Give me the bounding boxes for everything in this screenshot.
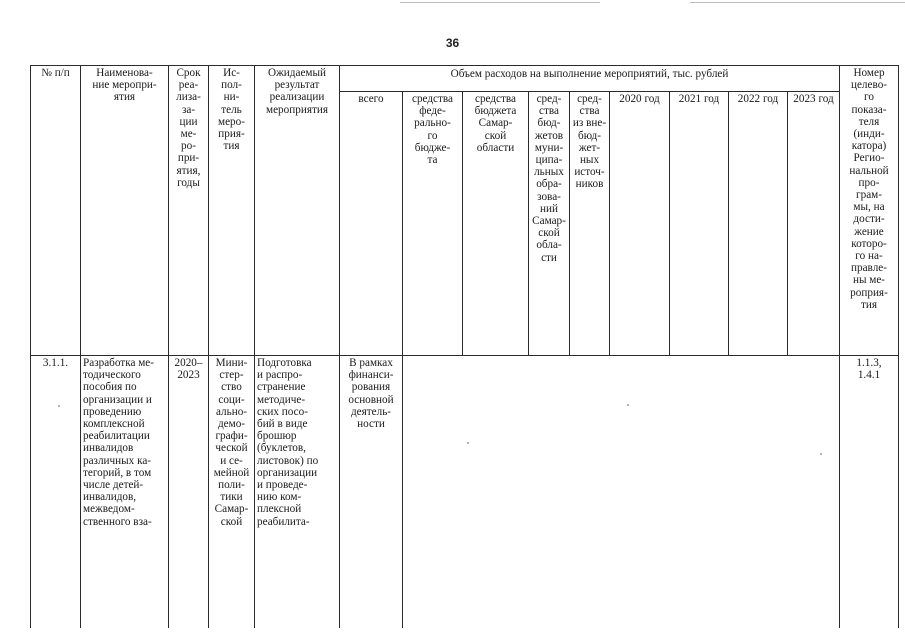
scan-artifact-line [400,2,600,3]
row-num: 3.1.1. [31,356,81,629]
header-total: всего [340,92,403,356]
header-num: № п/п [31,66,81,356]
header-expected-result: Ожидаемый результат реализации мероприятия [255,66,340,356]
header-term: Срок реа- лиза- за- ции ме- ро- при- ятия, годы [169,66,209,356]
header-row-top [31,66,899,92]
header-indicator-number: Номер целево- го показа- теля (инди- катора) Регио- нальной про- грам- мы, на дости- жение которо- го на- правле- ны ме- роприя- тия [840,66,899,356]
header-expenses-group: Объем расходов на выполнение мероприятий, тыс. рублей [340,66,840,92]
header-regional-budget: средства бюджета Самар- ской области [463,92,529,356]
page-number: 36 [445,36,460,50]
header-extrabudgetary: сред- ства из вне- бюд- жет- ных источ- ников [570,92,610,356]
scan-artifact-line [690,2,905,3]
table-row [31,356,899,629]
header-activity-name: Наименова- ние меропри- ятия [81,66,169,356]
row-term: 2020– 2023 [169,356,209,629]
header-executor: Ис- пол- ни- тель меро- прия- тия [209,66,255,356]
header-federal-budget: средства феде- рально- го бюдже- та [403,92,463,356]
row-financing: В рамках финанси- рования основной деятель- ности [340,356,403,629]
header-year-2021: 2021 год [670,92,729,356]
header-year-2022: 2022 год [729,92,788,356]
row-activity-name: Разработка ме- тодического пособия по организации и проведению комплексной реабилитации инвалидов различных ка- тегорий, в том числе детей- инвалидов, межведом- ственного вза- [81,356,169,629]
activities-table [30,65,899,628]
row-indicator: 1.1.3, 1.4.1 [840,356,899,629]
header-year-2023: 2023 год [788,92,840,356]
row-executor: Мини- стер- ство соци- ально- демо- графи- ческой и се- мейной поли- тики Самар- ской [209,356,255,629]
header-year-2020: 2020 год [610,92,670,356]
row-expected-result: Подготовка и распро- странение методиче- ских посо- бий в виде брошюр (буклетов, листовок) по организации и проведе- нию ком- плексной реабилита- [255,356,340,629]
row-expenses-empty [403,356,840,629]
header-municipal-budget: сред- ства бюд- жетов муни- ципа- льных обра- зова- ний Самар- ской обла- сти [529,92,570,356]
